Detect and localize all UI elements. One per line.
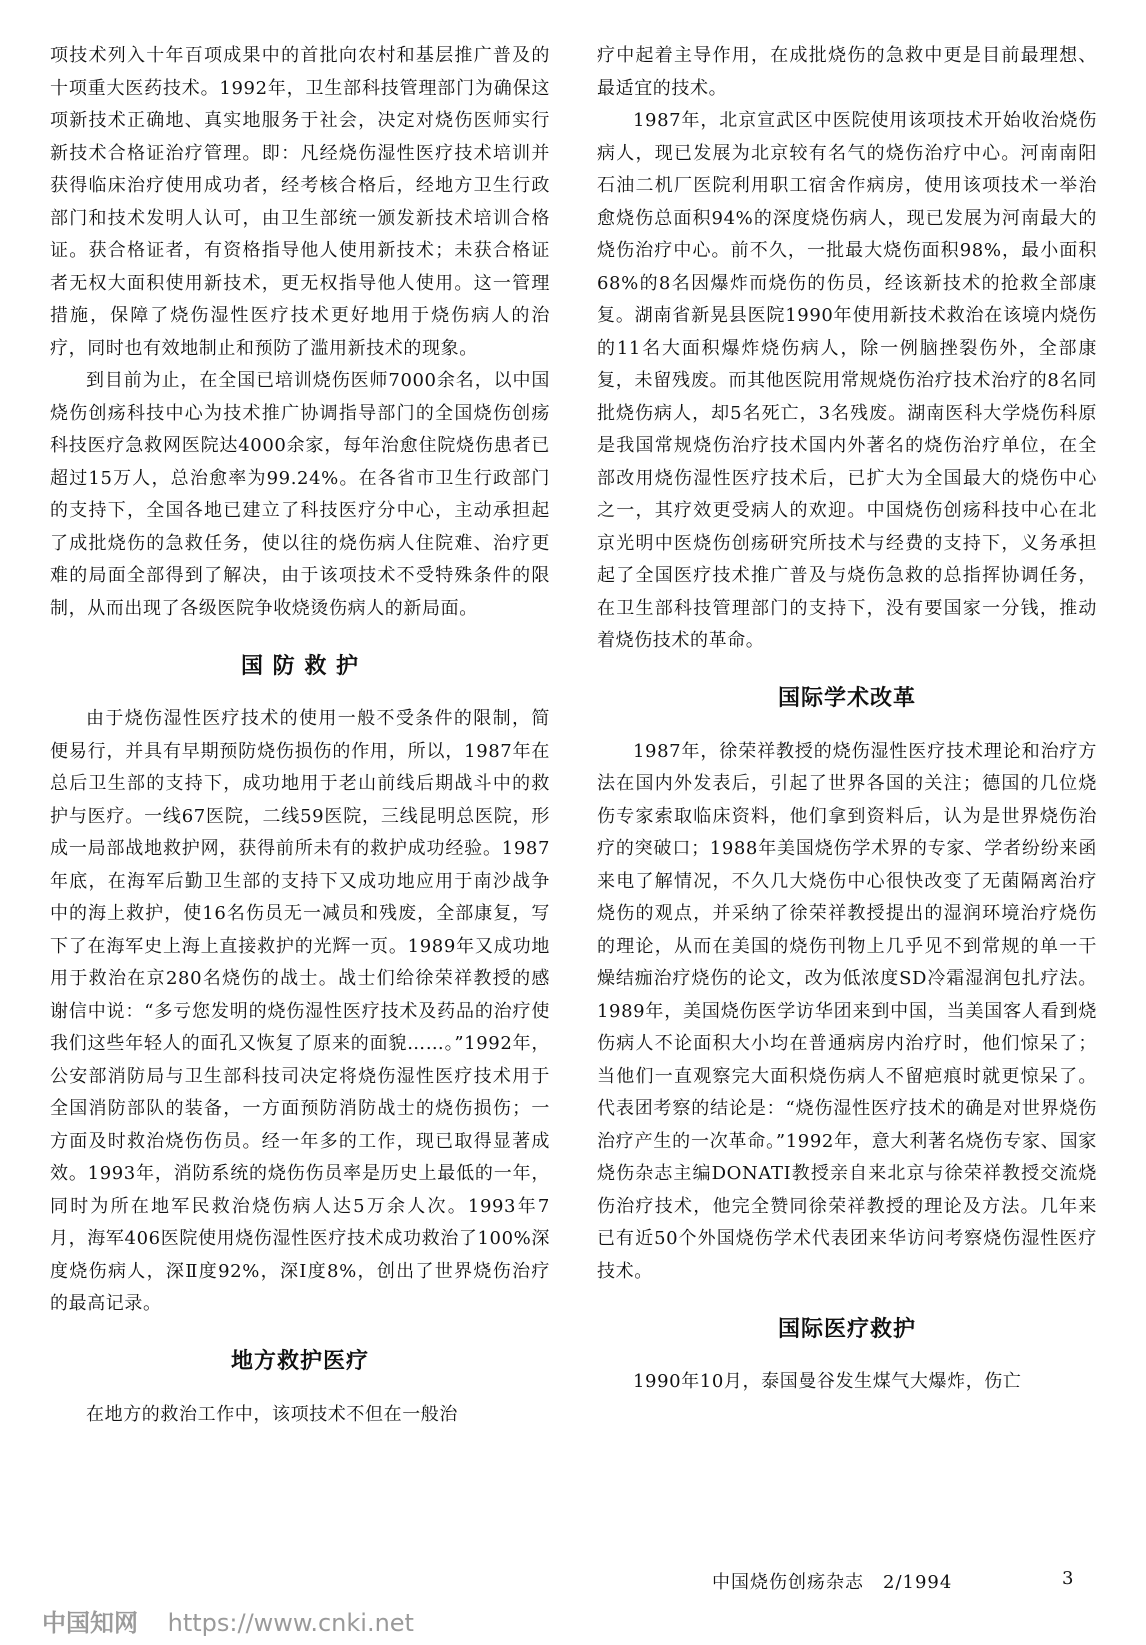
section-heading-defense: 国 防 救 护 <box>241 653 359 679</box>
paragraph: 到目前为止，在全国已培训烧伤医师7000余名，以中国烧伤创疡科技中心为技术推广协调指导部门的全国烧伤创疡科技医疗急救网医院达4000余家，每年治愈住院烧伤患者已超过15万人，总治愈率为99.24%。在各省市卫生行政部门的支持下，全国各地已建立了科技医疗分中心，主动承担起了成批烧伤的急救任务，使以往的烧伤病人住院难、治疗更难的局面全部得到了解决，由于该项技术不受特殊条件的限制，从而出现了各级医院争收烧烫伤病人的新局面。 <box>50 370 550 619</box>
paragraph: 疗中起着主导作用，在成批烧伤的急救中更是目前最理想、最适宜的技术。 <box>597 45 1097 99</box>
paragraph: 项技术列入十年百项成果中的首批向农村和基层推广普及的十项重大医药技术。1992年，卫生部科技管理部门为确保这项新技术正确地、真实地服务于社会，决定对烧伤医师实行新技术合格证治疗管理。即：凡经烧伤湿性医疗技术培训并获得临床治疗使用成功者，经考核合格后，经地方卫生行政部门和技术发明人认可，由卫生部统一颁发新技术培训合格证。获合格证者，有资格指导他人使用新技术；未获合格证者无权大面积使用新技术，更无权指导他人使用。这一管理措施，保障了烧伤湿性医疗技术更好地用于烧伤病人的治疗，同时也有效地制止和预防了滥用新技术的现象。 <box>50 45 550 359</box>
paragraph: 1987年，徐荣祥教授的烧伤湿性医疗技术理论和治疗方法在国内外发表后，引起了世界各国的关注；德国的几位烧伤专家索取临床资料，他们拿到资料后，认为是世界烧伤治疗的突破口；1988年美国烧伤学术界的专家、学者纷纷来函来电了解情况，不久几大烧伤中心很快改变了无菌隔离治疗烧伤的观点，并采纳了徐荣祥教授提出的湿润环境治疗烧伤的理论，从而在美国的烧伤刊物上几乎见不到常规的单一干燥结痂治疗烧伤的论文，改为低浓度SD冷霜湿润包扎疗法。1989年，美国烧伤医学访华团来到中国，当美国客人看到烧伤病人不论面积大小均在普通病房内治疗时，他们惊呆了；当他们一直观察完大面积烧伤病人不留疤痕时就更惊呆了。代表团考察的结论是：“烧伤湿性医疗技术的确是对世界烧伤治疗产生的一次革命。”1992年，意大利著名烧伤专家、国家烧伤杂志主编DONATI教授亲自来北京与徐荣祥教授交流烧伤治疗技术，他完全赞同徐荣祥教授的理论及方法。几年来已有近50个外国烧伤学术代表团来华访问考察烧伤湿性医疗技术。 <box>597 740 1097 1282</box>
left-column <box>50 40 550 1431</box>
paragraph: 在地方的救治工作中，该项技术不但在一般治 <box>86 1403 458 1425</box>
right-column <box>597 40 1097 1399</box>
watermark-url: https://www.cnki.net <box>167 1609 414 1637</box>
paragraph: 由于烧伤湿性医疗技术的使用一般不受条件的限制，简便易行，并具有早期预防烧伤损伤的作用，所以，1987年在总后卫生部的支持下，成功地用于老山前线后期战斗中的救护与医疗。一线67医院，二线59医院，三线昆明总医院，形成一局部战地救护网，获得前所未有的救护成功经验。1987年底，在海军后勤卫生部的支持下又成功地应用于南沙战争中的海上救护，使16名伤员无一减员和残废，全部康复，写下了在海军史上海上直接救护的光辉一页。1989年又成功地用于救治在京280名烧伤的战士。战士们给徐荣祥教授的感谢信中说：“多亏您发明的烧伤湿性医疗技术及药品的治疗使我们这些年轻人的面孔又恢复了原来的面貌……。”1992年，公安部消防局与卫生部科技司决定将烧伤湿性医疗技术用于全国消防部队的装备，一方面预防消防战士的烧伤损伤；一方面及时救治烧伤伤员。经一年多的工作，现已取得显著成效。1993年，消防系统的烧伤伤员率是历史上最低的一年，同时为所在地军民救治烧伤病人达5万余人次。1993年7月，海军406医院使用烧伤湿性医疗技术成功救治了100%深度烧伤病人，深Ⅱ度92%，深Ⅰ度8%，创出了世界烧伤治疗的最高记录。 <box>50 708 550 1314</box>
section-heading-international: 国际医疗救护 <box>777 1316 916 1342</box>
cnki-watermark <box>42 1603 414 1638</box>
page-number: 3 <box>1062 1568 1074 1589</box>
watermark-brand: 中国知网 <box>42 1609 138 1637</box>
journal-footer: 中国烧伤创疡杂志 2/1994 <box>712 1572 953 1593</box>
section-heading-local: 地方救护医疗 <box>230 1349 369 1374</box>
paragraph: 1990年10月，泰国曼谷发生煤气大爆炸，伤亡 <box>633 1371 1022 1392</box>
section-heading-academic: 国际学术改革 <box>777 686 916 711</box>
paragraph: 1987年，北京宣武区中医院使用该项技术开始收治烧伤病人，现已发展为北京较有名气的烧伤治疗中心。河南南阳石油二机厂医院利用职工宿舍作病房，使用该项技术一举治愈烧伤总面积94%的深度烧伤病人，现已发展为河南最大的烧伤治疗中心。前不久，一批最大烧伤面积98%，最小面积68%的8名因爆炸而烧伤的伤员，经该新技术的抢救全部康复。湖南省新晃县医院1990年使用新技术救治在该境内烧伤的11名大面积爆炸烧伤病人，除一例脑挫裂伤外，全部康复，未留残废。而其他医院用常规烧伤治疗技术治疗的8名同批烧伤病人，却5名死亡，3名残废。湖南医科大学烧伤科原是我国常规烧伤治疗技术国内外著名的烧伤治疗单位，在全部改用烧伤湿性医疗技术后，已扩大为全国最大的烧伤中心之一，其疗效更受病人的欢迎。中国烧伤创疡科技中心在北京光明中医烧伤创疡研究所技术与经费的支持下，义务承担起了全国医疗技术推广普及与烧伤急救的总指挥协调任务，在卫生部科技管理部门的支持下，没有要国家一分钱，推动着烧伤技术的革命。 <box>597 110 1097 651</box>
